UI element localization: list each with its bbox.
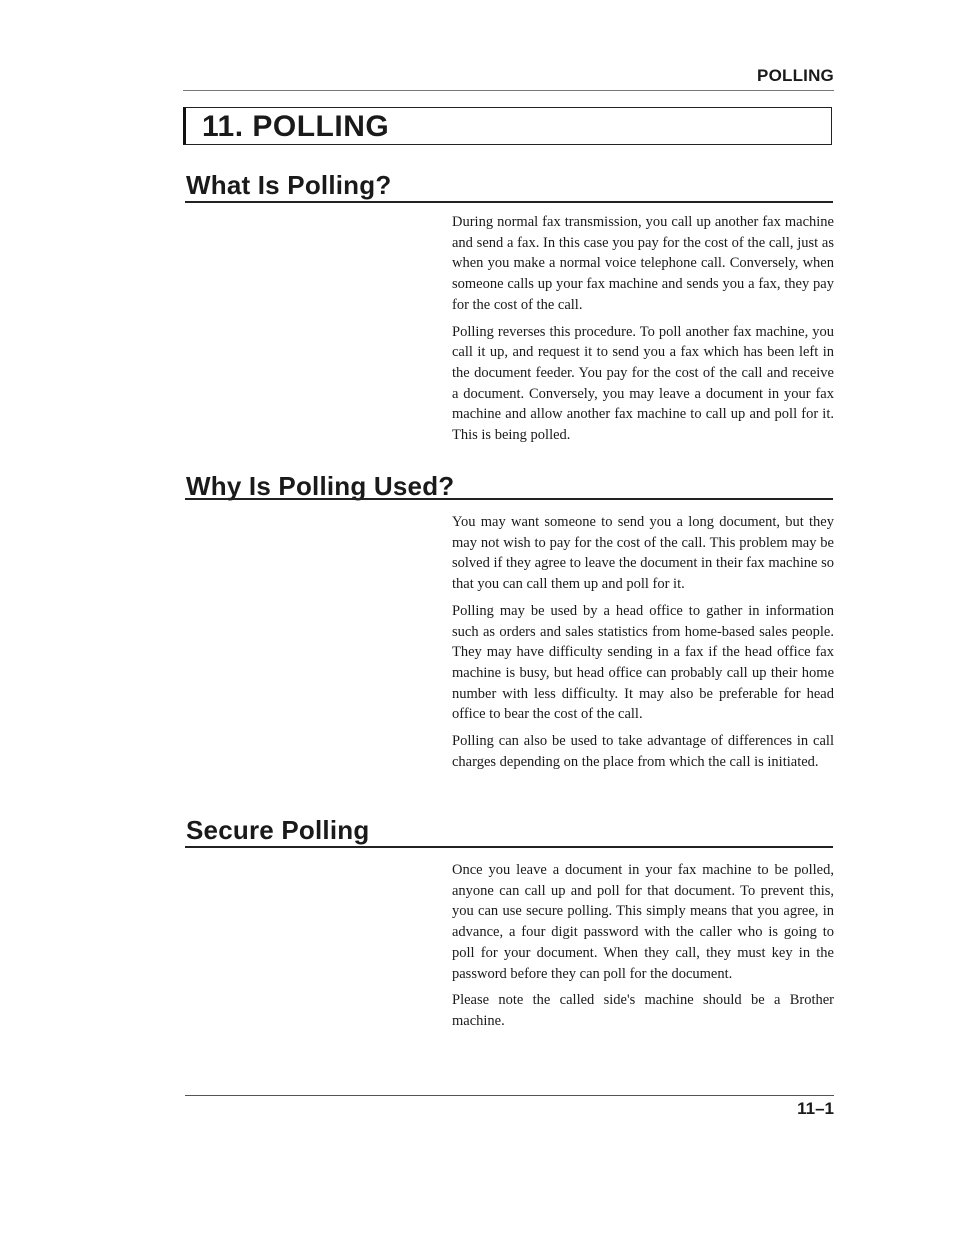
paragraph: Once you leave a document in your fax machine to be polled, anyone can call up and poll for that document. To prevent this, you can use secure polling. This simply means that you agree, in advance, a four digit password with the caller who is going to poll for your document. When they call, they must key in the password before they can poll for the document. xyxy=(452,862,834,982)
page-number: 11–1 xyxy=(797,1099,834,1118)
section-rule xyxy=(185,498,833,500)
section-heading-why-is-polling-used: Why Is Polling Used? xyxy=(186,471,455,501)
running-head: POLLING xyxy=(757,66,834,85)
paragraph: Polling may be used by a head office to gather in information such as orders and sales statistics from home-based sales people. They may have difficulty sending in a fax if the head office fax machine is busy, but head office can probably call up their home number with less difficulty. It may also be preferable for head office to bear the cost of the call. xyxy=(452,602,834,723)
header-rule xyxy=(183,90,834,91)
section-body-secure-polling xyxy=(452,860,834,1038)
paragraph: Please note the called side's machine should be a Brother machine. xyxy=(452,992,834,1029)
section-rule xyxy=(185,846,833,848)
section-body-what-is-polling xyxy=(452,212,834,452)
paragraph: During normal fax transmission, you call up another fax machine and send a fax. In this case you pay for the cost of the call, just as when you make a normal voice telephone call. Conversely, when someone calls up your fax machine and sends you a fax, they pay for the cost of the call. xyxy=(452,214,834,313)
section-body-why-is-polling-used xyxy=(452,512,834,778)
paragraph: Polling can also be used to take advantage of differences in call charges depending on the place from which the call is initiated. xyxy=(452,733,834,770)
chapter-title-box xyxy=(183,107,832,145)
paragraph: You may want someone to send you a long document, but they may not wish to pay for the cost of the call. This problem may be solved if they agree to leave the document in their fax machine so that you can call them up and poll for it. xyxy=(452,514,834,593)
section-rule xyxy=(185,201,833,203)
chapter-title: 11. POLLING xyxy=(202,110,390,143)
section-heading-what-is-polling: What Is Polling? xyxy=(186,170,392,200)
section-heading-secure-polling: Secure Polling xyxy=(186,815,370,845)
footer-rule xyxy=(185,1095,834,1096)
paragraph: Polling reverses this procedure. To poll another fax machine, you call it up, and request it to send you a fax which has been left in the document feeder. You pay for the cost of the call and receive a document. Conversely, you may leave a document in your fax machine and allow another fax machine to call up and poll for it. This is being polled. xyxy=(452,323,834,444)
